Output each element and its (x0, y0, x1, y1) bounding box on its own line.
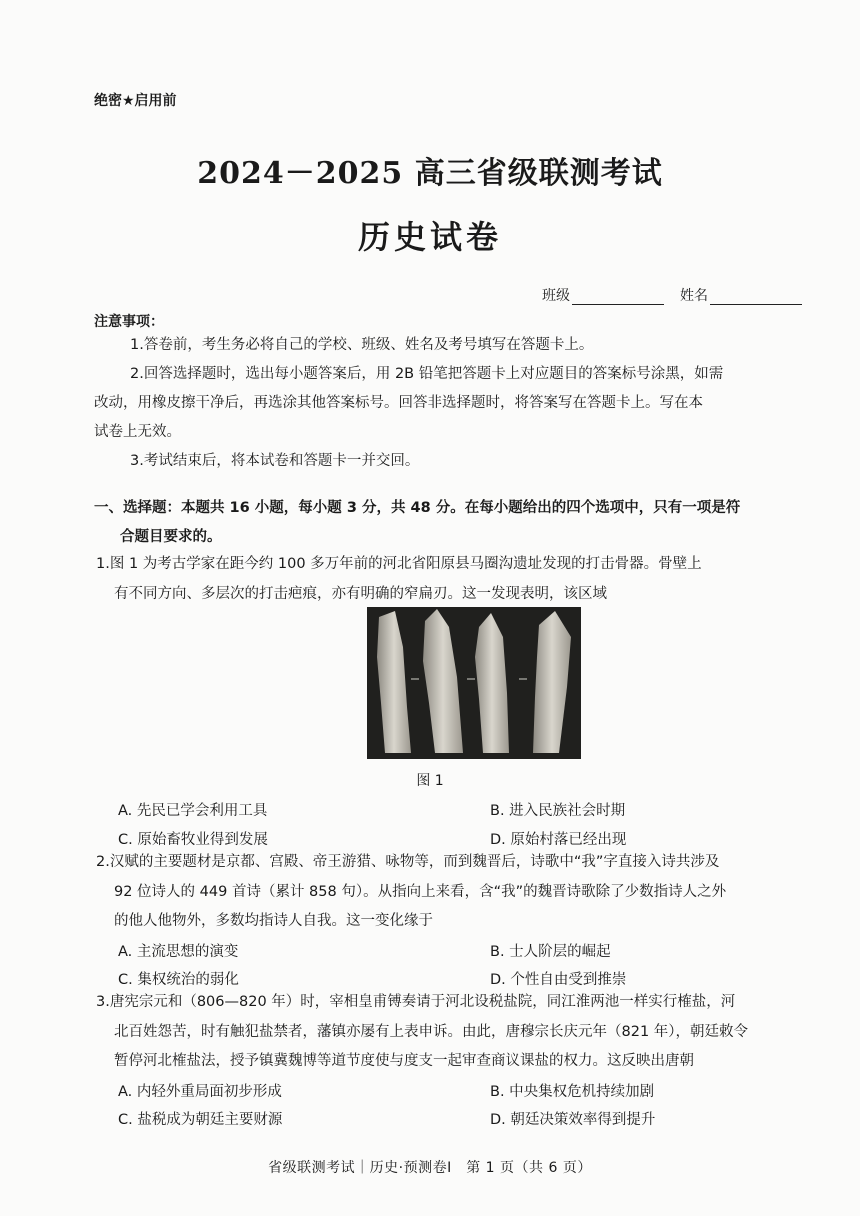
section-line-1: 一、选择题：本题共 16 小题，每小题 3 分，共 48 分。在每小题给出的四个选项中，只有一项是符 (94, 500, 741, 516)
q2-option-c: C. 集权统治的弱化 (118, 972, 239, 988)
bone-tools-image (367, 607, 581, 759)
q1-option-b: B. 进入民族社会时期 (490, 803, 626, 819)
section-heading (94, 494, 834, 552)
notice-item-2-end: 试卷上无效。 (94, 424, 181, 440)
q2-line-3: 的他人他物外，多数均指诗人自我。这一变化缘于 (114, 913, 433, 929)
notice-item-2: 2.回答选择题时，选出每小题答案后，用 2B 铅笔把答题卡上对应题目的答案标号涂黑，如需 (130, 366, 724, 382)
section-line-2: 合题目要求的。 (120, 529, 222, 545)
question-2 (96, 848, 838, 937)
name-label: 姓名 (680, 288, 708, 304)
q3-option-c: C. 盐税成为朝廷主要财源 (118, 1112, 283, 1128)
notice-item-1: 1.答卷前，考生务必将自己的学校、班级、姓名及考号填写在答题卡上。 (130, 337, 594, 353)
page-footer: 省级联测考试｜历史·预测卷Ⅰ 第 1 页（共 6 页） (268, 1160, 592, 1176)
q2-option-a: A. 主流思想的演变 (118, 944, 239, 960)
q3-option-b: B. 中央集权危机持续加剧 (490, 1084, 655, 1100)
exam-title: 2024－2025 高三省级联测考试 (197, 156, 663, 191)
notice-item-2-cont: 改动，用橡皮擦干净后，再选涂其他答案标号。回答非选择题时，将答案写在答题卡上。写在本 (94, 395, 703, 411)
class-label: 班级 (542, 288, 570, 304)
student-info (542, 285, 802, 305)
q1-option-d: D. 原始村落已经出现 (490, 832, 627, 848)
notice-item-3: 3.考试结束后，将本试卷和答题卡一并交回。 (130, 453, 420, 469)
exam-subtitle: 历史试卷 (357, 218, 502, 256)
q1-option-a: A. 先民已学会利用工具 (118, 803, 268, 819)
q3-option-a: A. 内轻外重局面初步形成 (118, 1084, 282, 1100)
q3-option-d: D. 朝廷决策效率得到提升 (490, 1112, 656, 1128)
question-1 (96, 550, 838, 609)
name-field (680, 285, 802, 305)
q2-option-d: D. 个性自由受到推崇 (490, 972, 627, 988)
q3-line-1: 3.唐宪宗元和（806—820 年）时，宰相皇甫镈奏请于河北设税盐院，同江淮两池一样实行榷盐，河 (96, 994, 736, 1010)
q1-option-c: C. 原始畜牧业得到发展 (118, 832, 268, 848)
class-blank (572, 290, 664, 305)
q2-line-1: 2.汉赋的主要题材是京都、宫殿、帝王游猎、咏物等，而到魏晋后，诗歌中“我”字直接入诗共涉及 (96, 854, 720, 870)
q3-line-3: 暂停河北榷盐法，授予镇冀魏博等道节度使与度支一起审查商议课盐的权力。这反映出唐朝 (114, 1053, 694, 1069)
q3-line-2: 北百姓怨苦，时有触犯盐禁者，藩镇亦屡有上表申诉。由此，唐穆宗长庆元年（821 年），朝廷敕令 (114, 1023, 749, 1040)
figure-caption: 图 1 (416, 773, 444, 789)
q2-line-2: 92 位诗人的 449 首诗（累计 858 句）。从指向上来看，含“我”的魏晋诗歌除了少数指诗人之外 (114, 883, 727, 900)
q1-line-2: 有不同方向、多层次的打击疤痕，亦有明确的窄扁刃。这一发现表明，该区域 (114, 585, 607, 602)
q1-line-1: 1.图 1 为考古学家在距今约 100 多万年前的河北省阳原县马圈沟遗址发现的打击骨器。骨壁上 (96, 556, 702, 572)
confidential-mark: 绝密★启用前 (94, 93, 177, 109)
notice-heading: 注意事项： (94, 314, 164, 330)
name-blank (710, 290, 802, 305)
q2-option-b: B. 士人阶层的崛起 (490, 944, 611, 960)
question-3 (96, 988, 838, 1077)
bone-tools-photo (367, 607, 581, 759)
class-field (542, 285, 664, 305)
